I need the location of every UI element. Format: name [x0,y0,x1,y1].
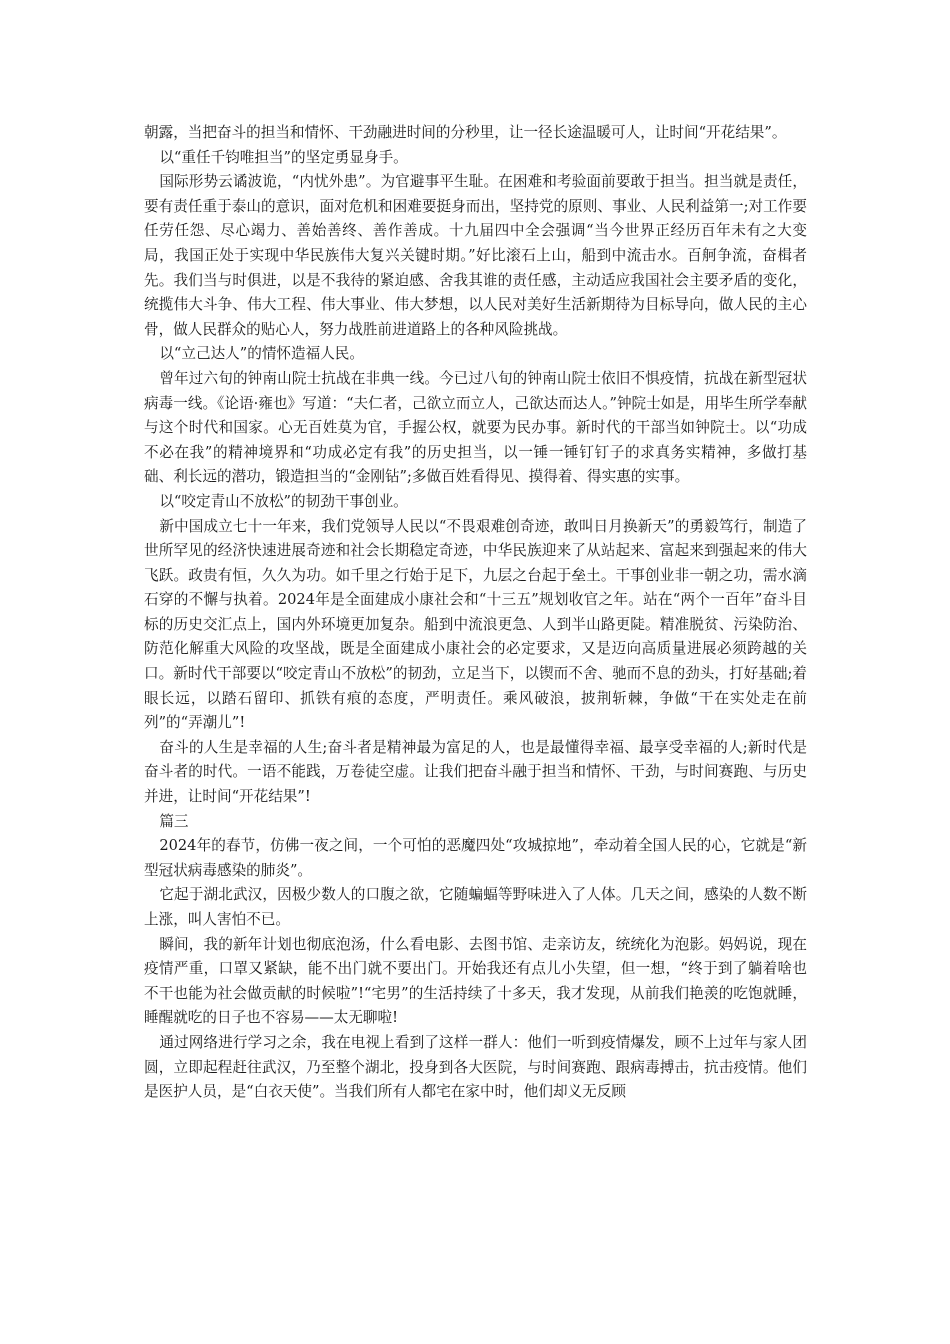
paragraph-2: 国际形势云谲波诡，“内忧外患”。为官避事平生耻。在困难和考验面前要敢于担当。担当就是责任，要有责任重于泰山的意识，面对危机和困难要挺身而出，坚持党的原则、事业、人民利益第一;对工作要任劳任怨、尽心竭力、善始善终、善作善成。十九届四中全会强调“当今世界正经历百年未有之大变局，我国正处于实现中华民族伟大复兴关键时期。”好比滚石上山，船到中流击水。百舸争流，奋楫者先。我们当与时俱进，以是不我待的紧迫感、舍我其谁的责任感，主动适应我国社会主要矛盾的变化，统揽伟大斗争、伟大工程、伟大事业、伟大梦想，以人民对美好生活新期待为目标导向，做人民的主心骨，做人民群众的贴心人，努力战胜前进道路上的各种风险挑战。 [144,173,807,338]
heading-benefit-people: 以“立己达人”的情怀造福人民。 [159,345,364,363]
paragraph-8: 瞬间，我的新年计划也彻底泡汤，什么看电影、去图书馆、走亲访友，统统化为泡影。妈妈说，现在疫情严重，口罩又紧缺，能不出门就不要出门。开始我还有点儿小失望，但一想，“终于到了躺着啥也不干也能为社会做贡献的时候啦”!“宅男”的生活持续了十多天，我才发现，从前我们艳羡的吃饱就睡，睡醒就吃的日子也不容易——太无聊啦! [144,935,807,1027]
paragraph-3: 曾年过六旬的钟南山院士抗战在非典一线。今已过八旬的钟南山院士依旧不惧疫情，抗战在新型冠状病毒一线。《论语·雍也》写道：“夫仁者，己欲立而立人，己欲达而达人。”钟院士如是，用毕生所学奉献与这个时代和国家。心无百姓莫为官，手握公权，就要为民办事。新时代的干部当如钟院士。以“功成不必在我”的精神境界和“功成必定有我”的历史担当，以一锤一锤钉钉子的求真务实精神，多做打基础、利长远的潜功，锻造担当的“金刚钻”;多做百姓看得见、摸得着、得实惠的实事。 [144,369,807,486]
heading-perseverance: 以“咬定青山不放松”的韧劲干事创业。 [159,492,408,510]
section-title: 篇三 [159,812,189,830]
paragraph-7: 它起于湖北武汉，因极少数人的口腹之欲，它随蝙蝠等野味进入了人体。几天之间，感染的人数不断上涨，叫人害怕不已。 [144,886,807,928]
paragraph-1: 朝露，当把奋斗的担当和情怀、干劲融进时间的分秒里，让一径长途温暖可人，让时间“开花结果”。 [144,124,787,141]
paragraph-4: 新中国成立七十一年来，我们党领导人民以“不畏艰难创奇迹，敢叫日月换新天”的勇毅笃行，制造了世所罕见的经济快速进展奇迹和社会长期稳定奇迹，中华民族迎来了从站起来、富起来到强起来的伟大飞跃。政贵有恒，久久为功。如千里之行始于足下，九层之台起于垒土。干事创业非一朝之功，需水滴石穿的不懈与执着。2024年是全面建成小康社会和“十三五”规划收官之年。站在“两个一百年”奋斗目标的历史交汇点上，国内外环境更加复杂。船到中流浪更急、人到半山路更陡。精准脱贫、污染防治、防范化解重大风险的攻坚战，既是全面建成小康社会的必定要求，又是迈向高质量进展必须跨越的关口。新时代干部要以“咬定青山不放松”的韧劲，立足当下，以锲而不舍、驰而不息的劲头，打好基础;着眼长远，以踏石留印、抓铁有痕的态度，严明责任。乘风破浪，披荆斩棘，争做“干在实处走在前列”的“弄潮儿”! [144,517,807,732]
document-body [144,121,807,1105]
heading-responsibility: 以“重任千钧唯担当”的坚定勇显身手。 [159,148,408,166]
paragraph-9: 通过网络进行学习之余，我在电视上看到了这样一群人：他们一听到疫情爆发，顾不上过年与家人团圆，立即起程赶往武汉，乃至整个湖北，投身到各大医院，与时间赛跑、跟病毒搏击，抗击疫情。他们是医护人员，是“白衣天使”。当我们所有人都宅在家中时，他们却义无反顾 [144,1033,807,1101]
paragraph-5: 奋斗的人生是幸福的人生;奋斗者是精神最为富足的人，也是最懂得幸福、最享受幸福的人;新时代是奋斗者的时代。一语不能践，万卷徒空虚。让我们把奋斗融于担当和情怀、干劲，与时间赛跑、与历史并进，让时间“开花结果”! [144,738,807,806]
paragraph-6: 2024年的春节，仿佛一夜之间，一个可怕的恶魔四处“攻城掠地”，牵动着全国人民的心，它就是“新型冠状病毒感染的肺炎”。 [144,837,807,879]
